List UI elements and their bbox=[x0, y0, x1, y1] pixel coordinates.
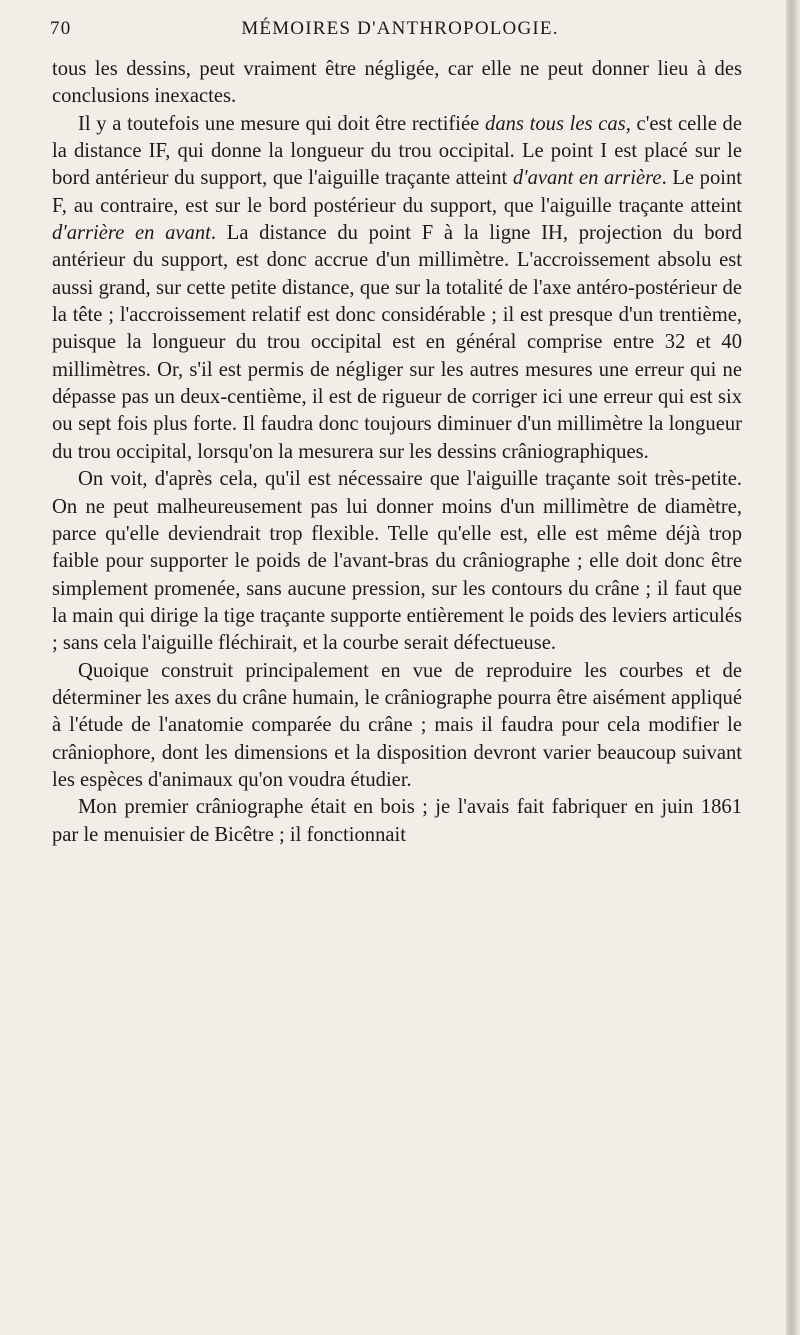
text-run: , c'est celle de la distance IF, qui donne la longueur du trou occipital. Le point I est placé sur le bord antérieur du support, que l'aiguille traçante atteint bbox=[52, 112, 742, 190]
text-run: Il y a toutefois une mesure qui doit être rectifiée bbox=[78, 112, 486, 135]
paragraph bbox=[52, 111, 742, 466]
paragraph bbox=[52, 466, 742, 657]
italic-text: d'arrière en avant bbox=[52, 222, 211, 245]
paragraph bbox=[52, 658, 742, 795]
page-number: 70 bbox=[50, 18, 72, 39]
page-edge bbox=[786, 0, 800, 1335]
body-text bbox=[52, 56, 742, 849]
text-run: . La distance du point F à la ligne IH, projection du bord antérieur du support, est donc accrue d'un millimètre. L'accroissement absolu est aussi grand, sur cette petite distance, que sur la totalité de l'axe antéro-postérieur de la tête ; l'accroissement relatif est donc considérable ; il est presque d'un trentième, puisque la longueur du trou occipital est en général comprise entre 32 et 40 millimètres. Or, s'il est permis de négliger sur les autres mesures une erreur qui ne dépasse pas un deux-centième, il est de rigueur de corriger ici une erreur qui est six ou sept fois plus forte. Il faudra donc toujours diminuer d'un millimètre la longueur du trou occipital, lorsqu'on la mesurera sur les dessins crâniographiques. bbox=[52, 222, 742, 463]
paragraph bbox=[52, 56, 742, 111]
text-run: tous les dessins, peut vraiment être négligée, car elle ne peut donner lieu à des conclusions inexactes. bbox=[52, 58, 742, 108]
text-run: On voit, d'après cela, qu'il est nécessaire que l'aiguille traçante soit très-petite. On ne peut malheureusement pas lui donner moins d'un millimètre de diamètre, parce qu'elle deviendrait trop flexible. Telle qu'elle est, elle est même déjà trop faible pour supporter le poids de l'avant-bras du crâniographe ; elle doit donc être simplement promenée, sans aucune pression, sur les contours du crâne ; il faut que la main qui dirige la tige traçante supporte entièrement le poids des leviers articulés ; sans cela l'aiguille fléchirait, et la courbe serait défectueuse. bbox=[52, 468, 742, 655]
running-head bbox=[50, 18, 750, 48]
text-run: . Le point F, au contraire, est sur le bord postérieur du support, que l'aiguille traçante atteint bbox=[52, 167, 742, 217]
paragraph bbox=[52, 794, 742, 849]
header-title: MÉMOIRES D'ANTHROPOLOGIE. bbox=[241, 18, 559, 39]
italic-text: d'avant en arrière bbox=[512, 167, 662, 190]
text-run: Quoique construit principalement en vue de reproduire les courbes et de déterminer les axes du crâne humain, le crâniographe pourra être aisément appliqué à l'étude de l'anatomie comparée du crâne ; mais il faudra pour cela modifier le crâniophore, dont les dimensions et la disposition devront varier beaucoup suivant les espèces d'animaux qu'on voudra étudier. bbox=[52, 659, 742, 791]
italic-text: dans tous les cas bbox=[485, 112, 626, 135]
text-run: Mon premier crâniographe était en bois ; je l'avais fait fabriquer en juin 1861 par le menuisier de Bicêtre ; il fonctionnait bbox=[52, 796, 742, 846]
